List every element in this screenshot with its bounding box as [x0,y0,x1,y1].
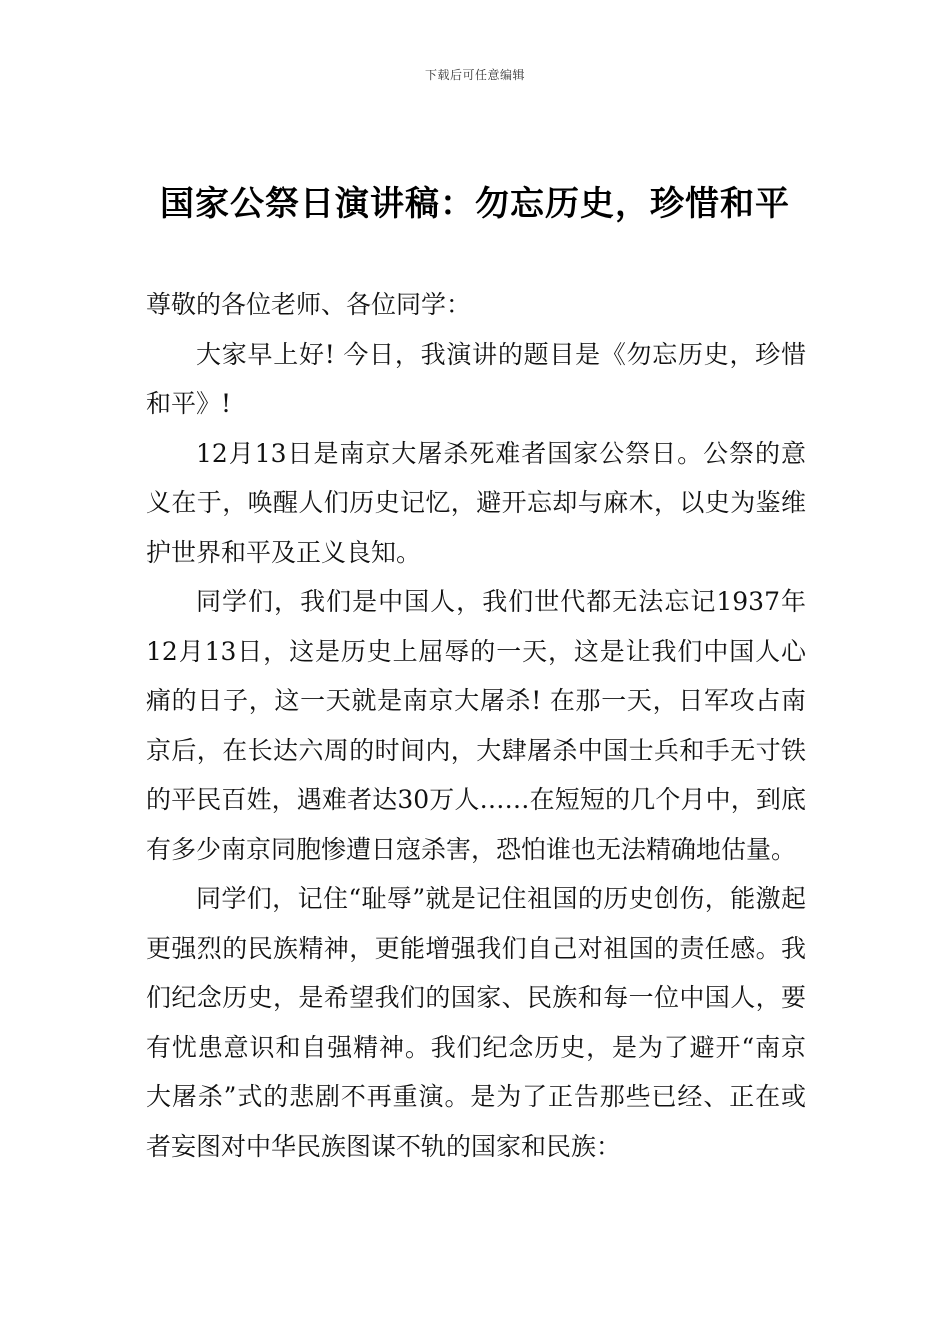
document-body [146,280,806,1171]
paragraph: 12月13日是南京大屠杀死难者国家公祭日。公祭的意义在于，唤醒人们历史记忆，避开忘却与麻木，以史为鉴维护世界和平及正义良知。 [146,438,806,567]
salutation: 尊敬的各位老师、各位同学： [146,290,472,319]
paragraph: 同学们，我们是中国人，我们世代都无法忘记1937年12月13日，这是历史上屈辱的一天，这是让我们中国人心痛的日子，这一天就是南京大屠杀! 在那一天，日军攻占南京后，在长达六周的时间内，大肆屠杀中国士兵和手无寸铁的平民百姓，遇难者达30万人……在短短的几个月中，到底有多少南京同胞惨遭日寇杀害，恐怕谁也无法精确地估量。 [146,587,806,864]
document-title: 国家公祭日演讲稿：勿忘历史，珍惜和平 [160,184,790,224]
header-note: 下载后可任意编辑 [424,68,525,82]
paragraph: 大家早上好! 今日，我演讲的题目是《勿忘历史，珍惜和平》! [146,339,806,418]
paragraph: 同学们，记住“耻辱”就是记住祖国的历史创伤，能激起更强烈的民族精神，更能增强我们自己对祖国的责任感。我们纪念历史，是希望我们的国家、民族和每一位中国人，要有忧患意识和自强精神。我们纪念历史，是为了避开“南京大屠杀”式的悲剧不再重演。是为了正告那些已经、正在或者妄图对中华民族图谋不轨的国家和民族： [146,884,806,1161]
